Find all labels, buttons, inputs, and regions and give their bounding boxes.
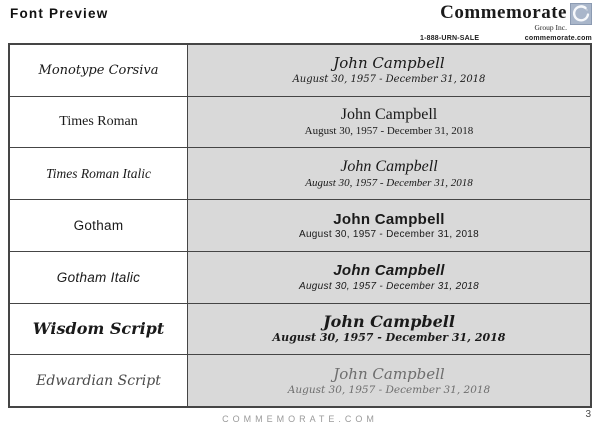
font-sample-cell xyxy=(188,45,590,96)
brand-name: Commemorate xyxy=(440,2,567,23)
sample-dates: August 30, 1957 - December 31, 2018 xyxy=(298,280,480,292)
sample-dates: August 30, 1957 - December 31, 2018 xyxy=(292,73,486,85)
font-name-cell: Monotype Corsiva xyxy=(10,45,188,96)
sample-name: John Campbell xyxy=(340,106,438,124)
font-sample-cell xyxy=(188,97,590,148)
table-row xyxy=(10,199,590,251)
table-row xyxy=(10,45,590,96)
font-sample-cell xyxy=(188,304,590,355)
font-name-cell: Edwardian Script xyxy=(10,355,188,406)
font-name-cell: Times Roman Italic xyxy=(10,148,188,199)
sample-name: John Campbell xyxy=(333,54,445,73)
table-row xyxy=(10,303,590,355)
sample-name: John Campbell xyxy=(323,311,455,331)
font-name-cell: Times Roman xyxy=(10,97,188,148)
sample-dates: August 30, 1957 - December 31, 2018 xyxy=(305,177,473,190)
logo xyxy=(420,3,592,42)
font-sample-cell xyxy=(188,252,590,303)
website: commemorate.com xyxy=(524,35,592,42)
font-name-cell: Gotham xyxy=(10,200,188,251)
font-sample-cell xyxy=(188,148,590,199)
swirl-icon xyxy=(570,3,592,25)
sample-name: John Campbell xyxy=(333,262,445,280)
font-name-cell: Wisdom Script xyxy=(10,304,188,355)
sample-dates: August 30, 1957 - December 31, 2018 xyxy=(272,331,506,345)
sample-name: John Campbell xyxy=(340,157,438,175)
font-sample-cell xyxy=(188,200,590,251)
table-row xyxy=(10,96,590,148)
font-preview-table xyxy=(8,43,592,408)
font-sample-cell xyxy=(188,355,590,406)
table-row xyxy=(10,147,590,199)
sample-dates: August 30, 1957 - December 31, 2018 xyxy=(304,125,474,138)
table-row xyxy=(10,251,590,303)
sample-name: John Campbell xyxy=(333,364,445,383)
phone-number: 1-888-URN-SALE xyxy=(420,35,480,42)
page-title: Font Preview xyxy=(10,6,109,21)
table-row xyxy=(10,354,590,406)
sample-dates: August 30, 1957 - December 31, 2018 xyxy=(287,383,491,396)
brand-subtitle: Group Inc. xyxy=(534,23,567,32)
page-number: 3 xyxy=(585,409,591,420)
footer-website: COMMEMORATE.COM xyxy=(222,414,378,424)
font-name-cell: Gotham Italic xyxy=(10,252,188,303)
sample-dates: August 30, 1957 - December 31, 2018 xyxy=(298,228,480,240)
sample-name: John Campbell xyxy=(333,210,445,228)
